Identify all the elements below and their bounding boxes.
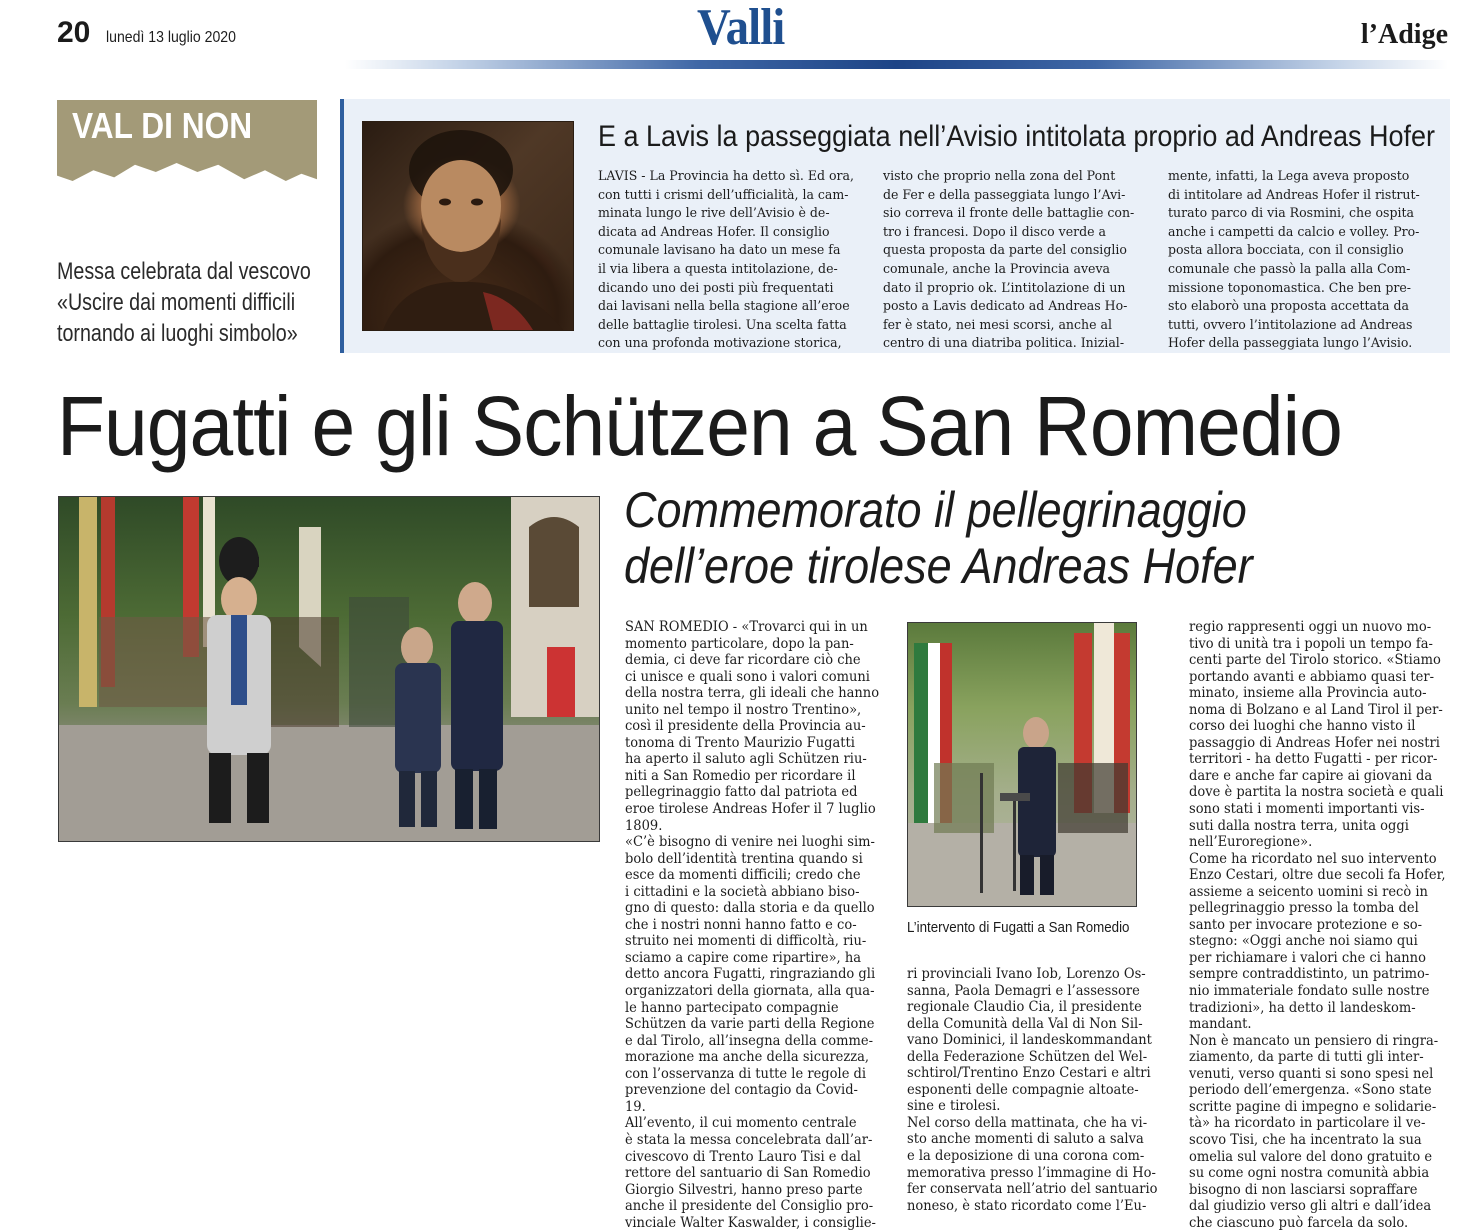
text-line: per richiamare i valori che ci hanno [1189,949,1426,966]
text-line: minato, insieme alla Provincia auto- [1189,685,1427,702]
text-line: dicando uno dei posti più frequentati [598,280,834,296]
text-line: bolo dell’identità trentina quando si [625,850,863,867]
masthead-rule [345,60,1448,69]
val-di-non-label: VAL DI NON [72,105,253,146]
text-line: territori - ha detto Fugatti - per ricor- [1189,751,1438,768]
text-line: anche i campetti da calcio e volley. Pro- [1168,224,1420,240]
text-line: che ciascuno può farcela da solo. [1189,1214,1409,1231]
text-line: comunale, anche la Provincia aveva [883,261,1111,277]
text-line: minata lungo le rive dell’Avisio è de- [598,206,830,222]
text-line: Hofer della passeggiata lungo l’Avisio. [1168,336,1413,352]
text-line: 19. [625,1098,646,1115]
text-line: dove è partita la nostra società e quali [1189,784,1444,801]
text-line: comunale che passò la palla alla Com- [1168,261,1411,277]
text-line: visto che proprio nella zona del Pont [883,169,1116,184]
text-line: noneso, è stato ricordato come l’Eu- [907,1197,1147,1214]
text-line: i cittadini e la società abbiano biso- [625,883,860,900]
text-line: sine e tirolesi. [907,1098,1001,1115]
text-line: LAVIS - La Provincia ha detto sì. Ed ora, [598,169,854,184]
text-line: assieme a seicento uomini si recò in [1189,883,1428,900]
page-number: 20 [57,16,91,49]
text-line: della Federazione Schützen del Wel- [907,1048,1148,1065]
text-line: fer conservata nell’atrio del santuario [907,1181,1158,1198]
teaser-article-link[interactable] [57,256,311,349]
text-line: sempre contraddistinto, un patrimo- [1189,966,1430,983]
text-line: organizzatori della giornata, alla qua- [625,983,875,1000]
article-subheadline [624,482,1253,594]
text-line: questa proposta da parte del consiglio [883,243,1127,259]
text-line: regio rappresenti oggi un nuovo mo- [1189,619,1432,635]
text-line: della Comunità della Val di Non Sil- [907,1015,1143,1032]
text-line: eroe tirolese Andreas Hofer il 7 luglio [625,801,876,818]
text-line: Non è mancato un pensiero di ringra- [1189,1032,1439,1049]
text-line: turato parco di via Rosmini, che ospita [1168,206,1415,222]
text-line: demia, ci deve far ricordare ciò che [625,652,861,669]
text-line: morazione ma anche della sicurezza, [625,1049,870,1066]
newspaper-logo: l’Adige [1360,19,1448,50]
article-column-3 [1189,619,1446,1231]
text-line: tonoma di Trento Maurizio Fugatti [625,734,855,751]
text-line: mente, infatti, la Lega aveva proposto [1168,169,1410,184]
text-line: memorativa presso l’immagine di Ho- [907,1164,1156,1181]
fugatti-speech-photo [907,622,1137,907]
text-line: centi parte del Tirolo storico. «Stiamo [1189,652,1441,669]
text-line: santo per invocare protezione e so- [1189,916,1423,933]
text-line: niti a San Romedio per ricordare il [625,767,856,784]
text-line: suti dalla nostra terra, unita oggi [1189,817,1409,834]
text-line: ziamento, da parte di tutti gli inter- [1189,1049,1424,1066]
text-line: regionale Claudio Cia, il presidente [907,999,1142,1016]
speech-photo-drawing [908,623,1136,906]
text-line: tradizioni», ha detto il landeskom- [1189,999,1416,1016]
text-line: esce da momenti difficili; credo che [625,867,861,884]
text-line: dato il proprio ok. L’intitolazione di un [883,280,1126,296]
text-line: struito nei momenti di difficoltà, riu- [625,933,867,950]
text-line: dare e anche far capire ai giovani da [1189,767,1433,784]
text-line: così il presidente della Provincia au- [625,718,866,735]
text-line: su come ogni nostra comunità abbia [1189,1165,1430,1182]
text-line: missione toponomastica. Che ben pre- [1168,280,1411,296]
schuetzen-ceremony-photo [58,496,600,842]
text-line: nio immateriale fondato sulle nostre [1189,983,1430,1000]
text-line: periodo dell’emergenza. «Sono state [1189,1082,1432,1099]
text-line: Come ha ricordato nel suo intervento [1189,850,1437,867]
text-line: fer è stato, nei mesi scorsi, anche al [883,317,1112,333]
text-line: ri provinciali Ivano Iob, Lorenzo Os- [907,966,1146,982]
text-line: comunale lavisano ha dato un mese fa [598,243,841,259]
text-line: esponenti delle compagnie altoate- [907,1081,1139,1098]
text-line: vinciale Walter Kaswalder, i consiglie- [625,1214,876,1231]
text-line: schtirol/Trentino Enzo Cestari e altri [907,1065,1151,1082]
teaser-line: «Uscire dai momenti difficili [57,289,296,316]
text-line: le hanno partecipato compagnie [625,999,839,1016]
text-line: noma di Bolzano e al Land Tirol il per- [1189,701,1443,718]
text-line: tivo di unità tra i popoli un tempo fa- [1189,635,1433,652]
text-line: dai lavisani nella bella stagione all’eroe [598,299,850,315]
text-line: pellegrinaggio fatto dal patriota ed [625,784,858,801]
text-line: è stata la messa concelebrata dall’ar- [625,1131,873,1148]
text-line: omelia sul valore del dono gratuito e [1189,1148,1433,1165]
text-line: sto elaborò una proposta accettata da [1168,299,1410,315]
text-line: centro di una diatriba politica. Inizial- [883,336,1125,352]
page-date: lunedì 13 luglio 2020 [106,29,236,46]
text-line: portando avanti e abbiamo quasi ter- [1189,668,1435,685]
text-line: posto a Lavis dedicato ad Andreas Ho- [883,299,1128,315]
text-line: ci unisce e quali sono i valori comuni [625,668,870,685]
text-line: dicata ad Andreas Hofer. Il consiglio [598,224,830,240]
sidebar-column-3 [1168,168,1420,354]
text-line: scovo Tisi, che ha incentrato la sua [1189,1131,1422,1148]
text-line: Giorgio Silvestri, hanno preso parte [625,1181,863,1198]
hofer-portrait-drawing [363,122,573,330]
text-line: SAN ROMEDIO - «Trovarci qui in un [625,619,868,635]
text-line: scritte pagine di impegno e solidarie- [1189,1098,1437,1115]
text-line: unito nel tempo il nostro Trentino», [625,701,862,718]
text-line: che i nostri nonni hanno fatto e co- [625,916,857,933]
text-line: «C’è bisogno di venire nei luoghi sim- [625,834,875,851]
text-line: de Fer e della passeggiata lungo l’Avi- [883,187,1126,203]
text-line: ha aperto il saluto agli Schützen riu- [625,751,867,768]
text-line: tà» ha ricordato in particolare il ve- [1189,1115,1426,1132]
text-line: con l’osservanza di tutte le regole di [625,1065,867,1082]
text-line: e la deposizione di una corona com- [907,1148,1145,1165]
text-line: anche il presidente del Consiglio pro- [625,1198,874,1215]
text-line: sanna, Paola Demagri e l’assessore [907,982,1140,999]
main-headline: Fugatti e gli Schützen a San Romedio [57,379,1342,473]
text-line: della nostra terra, gli ideali che hanno [625,685,880,702]
text-line: prevenzione del contagio da Covid- [625,1082,858,1099]
teaser-line: Messa celebrata dal vescovo [57,258,311,285]
subhead-line: dell’eroe tirolese Andreas Hofer [624,538,1253,594]
text-line: Enzo Cestari, oltre due secoli fa Hofer, [1189,867,1446,884]
text-line: Nel corso della mattinata, che ha vi- [907,1114,1148,1131]
text-line: Schützen da varie parti della Regione [625,1016,875,1033]
text-line: momento particolare, dopo la pan- [625,635,854,652]
text-line: con una profonda motivazione storica, [598,336,842,352]
text-line: sto anche momenti di saluto a salva [907,1131,1144,1148]
text-line: sono stati i momenti importanti vis- [1189,801,1425,818]
teaser-line: tornando ai luoghi simbolo» [57,320,298,347]
text-line: il via libera a questa intitolazione, de- [598,261,838,277]
text-line: sciamo a capire come ripartire», ha [625,949,862,966]
text-line: detto ancora Fugatti, ringraziando gli [625,966,876,983]
text-line: stegno: «Oggi anche noi siamo qui [1189,933,1418,950]
text-line: mandant. [1189,1016,1252,1033]
text-line: pellegrinaggio presso la tomba del [1189,900,1419,917]
hofer-portrait-image [362,121,574,331]
text-line: passaggio di Andreas Hofer nei nostri [1189,734,1440,751]
text-line: posta allora bocciata, con il consiglio [1168,243,1404,259]
subhead-line: Commemorato il pellegrinaggio [624,482,1247,538]
ceremony-photo-drawing [59,497,599,841]
text-line: sio correva il fronte delle battaglie con- [883,206,1135,222]
text-line: 1809. [625,817,663,834]
text-line: con tutti i crismi dell’ufficialità, la cam- [598,187,849,203]
text-line: All’evento, il cui momento centrale [625,1115,857,1132]
article-column-2 [907,966,1158,1214]
text-line: di intitolare ad Andreas Hofer il ristrut- [1168,187,1420,203]
section-title: Valli [697,0,785,56]
text-line: venuti, verso quanti si sono spesi nel [1189,1065,1434,1082]
text-line: gno di questo: dalla storia e da quello [625,900,875,917]
text-line: corso dei luoghi che hanno visto il [1189,718,1416,735]
sidebar-column-1 [598,168,854,354]
text-line: delle battaglie tirolesi. Una scelta fatta [598,317,847,333]
text-line: rettore del santuario di San Romedio [625,1165,871,1182]
text-line: tro i francesi. Dopo il disco verde a [883,224,1107,240]
text-line: vano Dominici, il landeskommandant [907,1032,1152,1049]
sidebar-headline: E a Lavis la passeggiata nell’Avisio intitolata proprio ad Andreas Hofer [598,120,1435,153]
photo-caption: L’intervento di Fugatti a San Romedio [907,920,1130,936]
text-line: tutti, ovvero l’intitolazione ad Andreas [1168,317,1413,333]
text-line: bisogno di non lasciarsi sopraffare [1189,1181,1418,1198]
text-line: dal giudizio verso gli altri e dall’idea [1189,1198,1432,1215]
article-column-1 [625,619,879,1231]
text-line: e dal Tirolo, all’insegna della comme- [625,1032,873,1049]
text-line: nell’Euroregione». [1189,834,1313,851]
text-line: civescovo di Trento Lauro Tisi e dal [625,1148,861,1165]
sidebar-column-2 [883,168,1134,354]
